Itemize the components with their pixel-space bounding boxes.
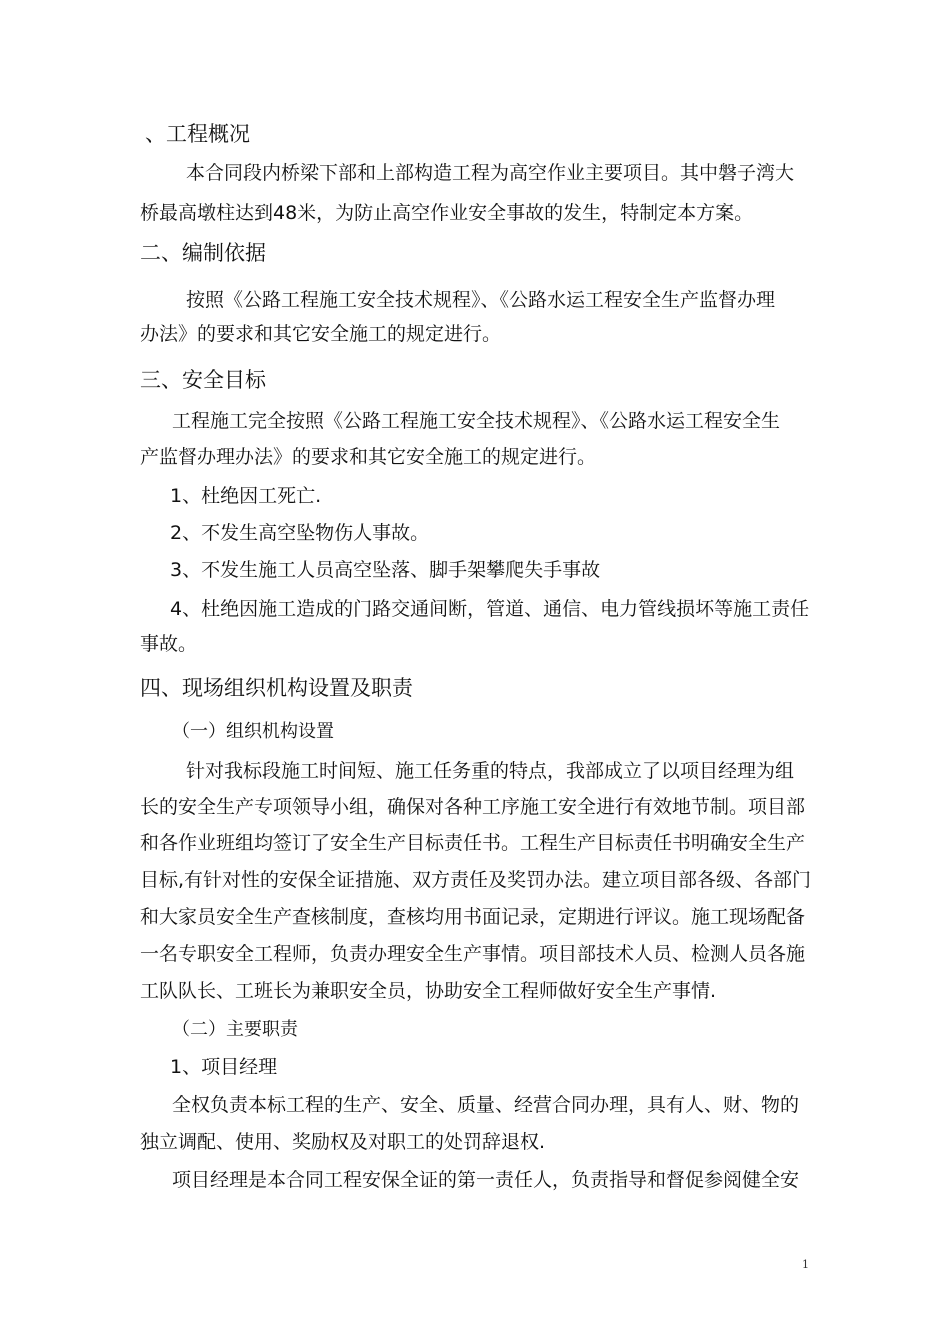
list-item: 4、杜绝因施工造成的门路交通间断，管道、通信、电力管线损坏等施工责任: [170, 598, 810, 620]
paragraph-line: 独立调配、使用、奖励权及对职工的处罚辞退权.: [140, 1131, 546, 1153]
list-item: 1、杜绝因工死亡.: [170, 485, 322, 507]
list-item: 1、项目经理: [170, 1056, 278, 1078]
paragraph-line: 目标,有针对性的安保全证措施、双方责任及奖罚办法。建立项目部各级、各部门: [140, 869, 812, 891]
section-heading-organization: 四、现场组织机构设置及职责: [140, 676, 413, 700]
list-item: 3、不发生施工人员高空坠落、脚手架攀爬失手事故: [170, 559, 601, 581]
section-heading-basis: 二、编制依据: [140, 241, 266, 265]
page-number: 1: [802, 1258, 809, 1271]
paragraph-line: 本合同段内桥梁下部和上部构造工程为高空作业主要项目。其中磐子湾大: [186, 162, 795, 184]
section-heading-safety-goals: 三、安全目标: [140, 368, 266, 392]
paragraph-line: 全权负责本标工程的生产、安全、质量、经营合同办理，具有人、财、物的: [172, 1094, 800, 1116]
paragraph-line: 按照《公路工程施工安全技术规程》、《公路水运工程安全生产监督办理: [186, 289, 776, 311]
paragraph-line: 长的安全生产专项领导小组，确保对各种工序施工安全进行有效地节制。项目部: [140, 796, 806, 818]
section-heading-overview: 、工程概况: [145, 122, 250, 146]
paragraph-line: 针对我标段施工时间短、施工任务重的特点，我部成立了以项目经理为组: [186, 760, 795, 782]
subsection-heading-duties: （二）主要职责: [172, 1019, 298, 1040]
paragraph-line: 桥最高墩柱达到48米，为防止高空作业安全事故的发生，特制定本方案。: [140, 202, 754, 224]
paragraph-line: 办法》的要求和其它安全施工的规定进行。: [140, 323, 502, 345]
list-item: 2、不发生高空坠物伤人事故。: [170, 522, 430, 544]
paragraph-line: 和各作业班组均签订了安全生产目标责任书。工程生产目标责任书明确安全生产: [140, 832, 806, 854]
paragraph-line: 和大家员安全生产查核制度，查核均用书面记录，定期进行评议。施工现场配备: [140, 906, 806, 928]
paragraph-line: 工队队长、工班长为兼职安全员，协助安全工程师做好安全生产事情.: [140, 980, 717, 1002]
paragraph-line: 产监督办理办法》的要求和其它安全施工的规定进行。: [140, 446, 597, 468]
subsection-heading-setup: （一）组织机构设置: [172, 721, 334, 742]
list-item-continuation: 事故。: [140, 633, 198, 655]
paragraph-line: 一名专职安全工程师，负责办理安全生产事情。项目部技术人员、检测人员各施: [140, 943, 806, 965]
paragraph-line: 工程施工完全按照《公路工程施工安全技术规程》、《公路水运工程安全生: [172, 410, 781, 432]
paragraph-line: 项目经理是本合同工程安保全证的第一责任人，负责指导和督促参阅健全安: [172, 1169, 800, 1191]
